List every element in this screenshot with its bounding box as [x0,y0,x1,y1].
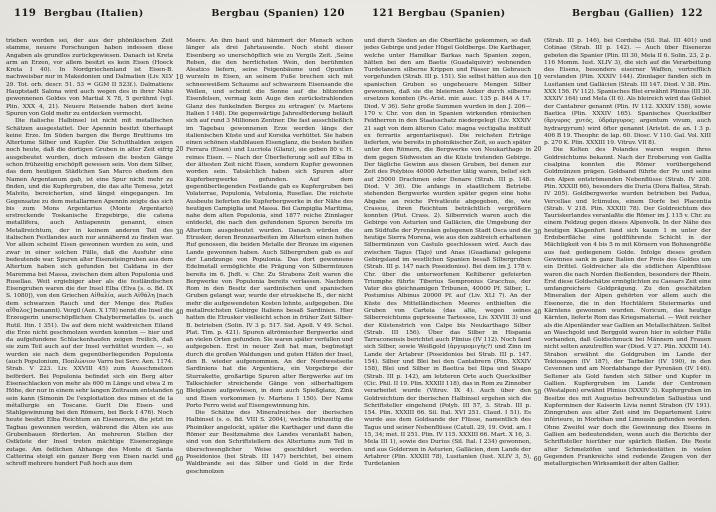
running-titles-right-page [366,7,709,20]
running-title-bergbau-gallien: Bergbau (Gallien) [571,8,675,19]
page-right-body [364,38,711,506]
line-number-50: 50 [175,389,184,396]
paragraph: und durch Sieden an die Oberfläche gekommen, so daß jedes Gebirge und jeder Hügel Goldberge. Die Karthager, welche unter Hamilkar Barkas nach Spanien zogen, hätten bei den am Baetis (Guadalquivir) wohnenden Turdetanern silberne Krippen und Fässer im Gebrauch vorgefunden (Strab. III p. 151). Sie selbst hätten aus den spanischen Gruben so ungeheuere Mengen Silber gewonnen, daß sie die bleiernen Anker durch silberne ersetzen konnten (Ps.-Arist. mir. ausc. 135 p. 844 A 17. Diod. V 36). Sehr große Summen wurden in den J. 206—170 v. Chr. von den in Spanien wirkenden römischen Feldherren in den Staatsschatz niedergelegt (Liv. XXXIV 21 sagt von dem älteren Cato: magna vectigalia instituit ex ferrariis argentariisque). Die reichsten Erträge lieferten, wie bereits in phoinikischer Zeit, so auch später unter den Römern, die Bergwerke von Neukarthago in dem gegen Südwesten an die Küste tretenden Gebirge. Der tägliche Gewinn aus diesen Gruben, bei denen zur Zeit des Polybios 40000 Arbeiter tätig waren, belief sich auf 25000 Drachmen oder Denare (Strab. III p. 148. Diod. V 36). Die anfangs in staatlichem Betriebe stehenden Bergwerke wurden später gegen eine hohe Abgabe an reiche Privatleute abgegeben, die, wie Crassus, ihren Reichtum beträchtlich vergrößern konnten (Plut. Crass. 2). Silberreich waren auch die Gebirge von Asturien und Galläcien, die Umgebung der am Südfuße der Pyrenäen gelegenen Stadt Osca und die heutige Sierra Morena, wie aus den zahlreich erhaltenen Silbermünzen von Castulo geschlossen wird. Auch das zwischen Tagus (Tajo) und Anas (Guadiana) gelegene Gebirgsland im westlichen Spanien besaß Silbergruben (Strab. III p. 147 nach Poseidonios). Bei dem im J. 178 v. Chr. über die unterworfenen Keltiberer gefeierten Triumphe führte Tiberius Sempronius Gracchus, der Vater des gleichnamigen Tribunen, 40000 Pf. Silber, L. Postumius Albinus 20000 Pf. auf (Liv. XLI 7). An der Küste des Mittelländischen Meeres enthielten die Gruben von Carteia (das alte, wegen seines Silberreichtums gepriesene Tartessos, Liv. XXVIII 3) und der Küstenstrich von Calpe bis Neukarthago Silber (Strab. III 156). Über das Silber in Hispania Tarraconensis berichtet auch Plinius (IV 112). Noch fand sich Silber, sowie Weißgold (ἀργυρομιγής?) und Zinn im Lande der Artabrer (Poseidonios bei Strab. III p. 147. 154). Silber und Blei bei den Cantabrern (Plin. XXXIV 158), Blei und Silber in Baetica bei Ilipa und Sisapo (Strab. III p. 142), am letzteren Orte auch Quecksilber (Cic. Phil. II 19. Plin. XXXIII 118), das in Rom zu Zinnober verarbeitet wurde (Vitruv. IX 4). Auch über den Goldreichtum der iberischen Halbinsel ergehen sich die Schriftsteller eingehend (Polyb. III 57, 3. Strab. III p. 154. Plin. XXXIII 66. Sil. Ital. XVI 251. Claud. I 51). Es wurde aus dem Goldsande der Flüsse, namentlich des Tagus und seiner Nebenflüsse (Catull. 29, 19. Ovid. am. I 15, 34; met. II 251. Plin. IV 115. XXXIII 66. Mart. X 16, 3. Mela III 1), sowie des Durius (Sil. Ital. I 234) gewonnen, und aus Golderzen in Asturien, Galläcien, dem Lande der Artabrer (Plin. XXXIII 78), Lusitanien (Iust. XLIV 3, 5), Turdetanien [364,38,531,468]
line-number-40: 40 [175,309,184,316]
line-number-50: 50 [533,389,542,396]
running-title-bergbau-italien: Bergbau (Italien) [43,8,144,19]
text-column-121 [364,38,531,506]
page-right-running-head [366,7,709,20]
line-number-gutter [173,38,186,506]
line-number-60: 60 [175,456,184,463]
line-number-30: 30 [175,229,184,236]
paragraph: trieben worden sei, der aus der phönikischen Zeit stamme, neuere Forschungen haben indessen diese Angaben als grundlos zurückgewiesen. Danach ist Kreta arm an Erzen, vor allem besitzt es kein Eisen (Hoeck Kreta I 40). In Nordgriechenland ist Eisen-B. nachweisbar nur in Makedonien und Dalmatien (Liv. XLV 29. Tot. orb. descr. 51. 53 = GGM II 523f.). Dalmatiens Hauptstadt Salona wird auch wegen des in ihrer Nähe gewonnenen Goldes von Martial X 78, 5 gerühmt (vgl. Plin. XXX 4, 21). Neuere Reisende haben dort keine Spuren von Gold mehr zu entdecken vermocht. [6,38,173,117]
page-left-body [6,38,353,506]
column-number-122: 122 [680,8,703,19]
column-number-119: 119 [14,8,37,19]
paragraph: Die Kelten des Polandes waren wegen ihres Goldreichtums bekannt. Nach der Eroberung von Gallia cisalpina konnten die Römer vorübergehend Goldmünzen prägen. Goldsand führte der Po und seine den Alpen entströmenden Nebenflüsse (Strab. IV 208. Plin. XXXIII 66), besonders die Duria (Dora Baltea, Strab. IV 205). Goldbergwerke wurden betrieben bei Padua, Vercellae und Ictimulos, einem Dorfe bei Placentia (Strab. V 218. Plin. XXXIII 78). Der Goldreichtum des Tauriskerlandes veranlaßte die Römer im J. 115 v. Chr. zu einem Feldzug gegen dieses Alpenvolk. In der Nähe des heutigen Klagenfurt fand sich kaum 1 m unter der Erdoberfläche eine goldführende Schicht in der Mächtigkeit von 4 bis 5 m mit Körnern von Bohnengröße aus fast gediegenem Golde. Infolge dieses großen Gewinnes sank in ganz Italien der Preis des Goldes um ein Drittel. Goldreicher als die südlichen Alpenflüsse waren die nach Norden fließenden, besonders der Rhein. Erst diese Goldschätze ermöglichten zu Caesars Zeit eine umfangreichere Goldprägung. Zu den geschätzten Mineralien der Alpen gehörten vor allem auch die Eisenerze, die in den Hochtälern Steiermarks und Kärntens gewonnen wurden. Noricum, das heutige Kärnten, lieferte Rom das Kriegsmaterial. — Weit reicher als die Alpenländer war Gallien an Metallschätzen. Selbst an Waschgold und Berggold waren hier in solcher Fülle vorhanden, daß Goldschmuck bei Männern und Frauen nicht selten anzutreffen war (Diod. V 27. Plin. XXXIII 14). Strabon erwähnt die Goldgruben im Lande der Tektosagen (IV 187), der Tarbeller (IV 190), in den Cevennen und am Nordabhange der Pyrenäen (IV 146). Seltener als Gold fanden sich Silber und Kupfer in Gallien. Kupfergruben im Lande der Centronen (Westalpen) erwähnt Plinius (XXXIV 3). Kupfergruben im Besitze des mit Augustus befreundeten Sallustius und Kupferminen der Kaiserin Livia nennt Strabon (IV 191). Zinngruben aus alter Zeit sind im Departement Loire inférieure, in Morbihan und Limousin gefunden worden. Ohne Zweifel war doch die Gewinnung des Eisens in Gallien am bedeutendsten, wenn auch die Berichte der Schriftsteller hierüber nur spärlich fließen. Die Reste alter Schmelzöfen und Schmiedestätten in vielen Gegenden Frankreichs sind redende Zeugen von der metallurgischen Wirksamkeit der alten Gallier. [544,147,711,468]
text-column-119 [6,38,173,506]
line-number-60: 60 [533,456,542,463]
line-number-10: 10 [175,74,184,81]
text-column-120 [186,38,353,506]
line-number-gutter [531,38,544,506]
paragraph: (Strab. III p. 146), bei Corduba (Sil. Ital. III 401) und Cotinae (Strab. III p. 142). — Auch über Eisenerze geboten die Spanier (Plin. III 30, Mela II 6. Solin. 23, 2 p. 116 Momm. Iust. XLIV 3), die sich auf die Verarbeitung des Eisens, besonders eiserner Waffen, vortrefflich verstanden (Plin. XXXIV 144). Zinnlager fanden sich in Lusitanien und Galläcien (Strab. III 147. Diod. V 38. Plin. XXX 156. IV 112). Spanisches Blei erwähnt Plinius (III 30. XXXIV 164) und Mela (II 6). Als bleireich wird das Gebiet der Cantabrer genannt (Plin. IV 112. XXXIV 158), sowie Baetica (Plin. XXXIV 165). Spanisches Quecksilber (ἄργυρος χυτός, ὑδράργυρος; argentum vivum, auch hydrargyrum) wird öfter genannt (Aristot. de an. I 3 p. 406 B 19. Theophr. de lap. 60. Diosc. V 110. Gal. Vol. XIII p. 270 K. Plin. XXXIII 19. Vitruv. VII 8). [544,38,711,147]
line-number-40: 40 [533,309,542,316]
running-title-bergbau-spanien-2: Bergbau (Spanien) [397,8,506,19]
page-left-running-head [8,7,351,20]
page-right [358,0,716,512]
column-number-121: 121 [372,8,395,19]
line-number-20: 20 [175,146,184,153]
paragraph: Die Schätze des Mineralreiches der iberischen Halbinsel (s. o. Bd. VIII S. 2004), welche frühzeitig die Phoiniker angelockt, später die Karthager und dann die Römer zur Besitznahme des Landes veranlaßt haben, sind von den Schriftstellern des Altertums zum Teil in überschwenglicher Weise geschildert worden. Poseidonios (bei Strab. III 147) berichtet, bei einem Waldbrande sei das Silber und Gold in der Erde geschmolzen [186,410,353,475]
paragraph: Meere. An ihm baut und hämmert der Mensch schon länger als drei Jahrtausende. Noch steht dieser Eisenberg so unerschöpflich wie zu Vergils Zeit. ‚Seine Reben, die den herrlichsten Wein, den berühmten Aleatico liefern, seine Feigenbäume und Opuntien wurzeln in Eisen, an seinem Fuße brechen sich mit schneeweißem Schaume auf schwarzem Eisensande die Wellen, und scheint die Sonne auf die blitzenden Eisenfelsen, vermag kein Auge den zurückstrahlenden Glanz des funkelnden Berges zu ertragen' (v. Martens Italien I 148). Die gegenwärtige Jahresförderung beläuft sich auf rund 3 Millionen Zentner. Die fast ausschließlich im Tagebau gewonnenen Erze werden längs der italienischen Küste und auf Korsika verhüttet. Sie haben einen schönen stahlblauen Eisenglanz, die besten heißen Ferrara (Eisen) und Lucriola (Glanz), sie geben 80 v. H. reines Eisen. — Nach der Überlieferung soll auf Elba in der ältesten Zeit nicht Eisen, sondern Kupfer gewonnen worden sein. Tatsächlich haben sich Spuren alter Kupferbergwerke gefunden. Auf dem gegenüberliegenden Festlande gab es Kupfergruben bei Volaterrae, Populonia, Vetulonia, Rusellae. Die reichste Ausbeute lieferten die Kupferbergwerke in der Nähe des heutigen Campiglia und Massa. Bei Campiglia Maritima, nahe dem alten Populonia, sind 1877 reiche Zinnlager entdeckt, die nach den gefundenen Spuren bereits im Altertum ausgebeutet wurden. Danach würden die Etrusker, deren Bronzearbeiten im Altertum einen hohen Ruf genossen, die beiden Metalle der Bronze im eigenen Lande gewonnen haben. Auch Silbergruben gab es auf der Landzunge von Populonia. Das dort gewonnene Edelmetall ermöglichte die Prägung von Silbermünzen bereits im 6. Jhdt. v. Chr. Zu Strabons Zeit waren die Bergwerke von Populonia bereits verlassen. Nachdem Rom in den Besitz der sardinischen und spanischen Gruben gelangt war, wurde der etruskische B., der nicht mehr die aufgewendeten Kosten lohnte, aufgegeben. Die metallreichsten Gebirge Italiens besaß Sardinien. Hier hatten die Etrusker vielleicht schon in früher Zeit Silber-B. betrieben (Solin. IV 3 p. 517. Sid. Apoll. V 49. Schol. Plat. Tim. p. 421). Spuren altrömischer Bergwerke sind an vielen Orten gefunden. Sie waren später verfallen und aufgegeben. Erst in neuer Zeit hat man, begünstigt durch die großen Waldungen und guten Häfen der Insel, den B. wieder aufgenommen. An der Nordwestseite Sardiniens hat die Argentiera, ein Vorgebirge der Sturrakette, großartige Spuren alter Bergwerke auf im Talkschiefer streichende Gänge von silberhaltigem Bleiglanze aufgewiesen, in dem auch Spießglanz, Zink und Eisen vorkommen (v. Martens I 150). Der Name Porto Ferro weist auf Eisengewinnung hin. [186,38,353,409]
line-number-20: 20 [533,146,542,153]
text-column-122 [544,38,711,506]
line-number-30: 30 [533,229,542,236]
column-number-120: 120 [322,8,345,19]
line-number-10: 10 [533,74,542,81]
running-title-bergbau-spanien: Bergbau (Spanien) [211,8,320,19]
running-titles-left-page [8,7,351,20]
paragraph: Die italische Halbinsel ist nicht mit metallischen Schätzen ausgestattet. Der Apennin besitzt überhaupt keine Erze. Im Süden bargen die Berge Bruttiums im Altertume Silber und Kupfer. Die Schutthalden zeigen noch heute, daß die dortigen Gruben in alter Zeit eifrig ausgebeutet wurden, doch müssen die besten Gänge schon frühzeitig erschöpft gewesen sein. Von dem Silber, das dem heutigen Städtchen San Marco ehedem den Namen Argentanum gab, ist eine Spur nicht mehr zu finden, und die Kupfergruben, die das alte Temesa, jetzt Malvito, bereicherten, sind längst eingegangen. Im Gegensatze zu dem metallarmen Apennin zeigte das sich bis zum Mons Argentarius (Monte Argentario) erstreckende Toskanische Erzgebirge, die catena metallifera, auch Antiapennin genannt, einen Metallreichtum, der in keinem anderen Teil des italischen Festlandes auch nur annähernd zu finden war. Vor allem scheint Eisen gewonnen worden zu sein, und zwar in einer solchen Fülle, daß die Ausfuhr eine bedeutende war. Spuren alter Eisensteingruben aus dem Altertum haben sich gefunden bei Caldana in der Maremma bei Massa, zwischen dem alten Populonia und Rusellae. Weit ergiebiger aber als die festländischen Eisengruben waren die der Insel Elba (Elva [s. o. Bd. IX S. 1080]), von den Griechen Αἰθαλία, auch Αἰθάλη [nach dem schwarzen Rauch und der Menge des Rußes αἴθαλος] benannt). Vergil (Aen. X 178) nennt die Insel die Erzeugerin unerschöpflichen Chalybermetalles (s. auch Rutil. Itin. I 351). Da auf dem nicht waldreichen Eiland die Erze nicht geschmolzen werden konnten — hier und da aufgefundene Schlackenhaufen zeigen freilich, daß sie zum Teil auch auf der Insel verhüttet wurden —, so wurden sie nach dem gegenüberliegenden Populonia (auch Populonium, Ποπλώνιον Varro bei Serv. Aen. 1174. Strab. V 223. Liv. XXVIII 45) zum Ausschmelzen befördert. Bei Populonia befindet sich ein Berg alter Eisenschlacken von mehr als 600 m Länge und etwa 2 m Höhe, der nur in einem sehr langen Zeitraum entstanden sein kann (Simonin De l'exploitation des mines et de la métallurgie en Toscane. Gurlt Die Eisen- und Stahlgewinnung bei den Römern, bei Beck I 476). Noch heute besitzt Elba Reichtum an Eisenerzen, die jetzt im Tagbau gewonnen werden, während die Alten sie aus Grubenbauen förderten. An mehreren Stellen der Ostküste der Insel treten mächtige Eisenerzgänge zutage. Am östlichen Abhange des Monte di Santa Catterina steigt ein ganzer Berg von Eisen nackt und schroff mehrere hundert Fuß hoch aus dem [6,118,173,468]
